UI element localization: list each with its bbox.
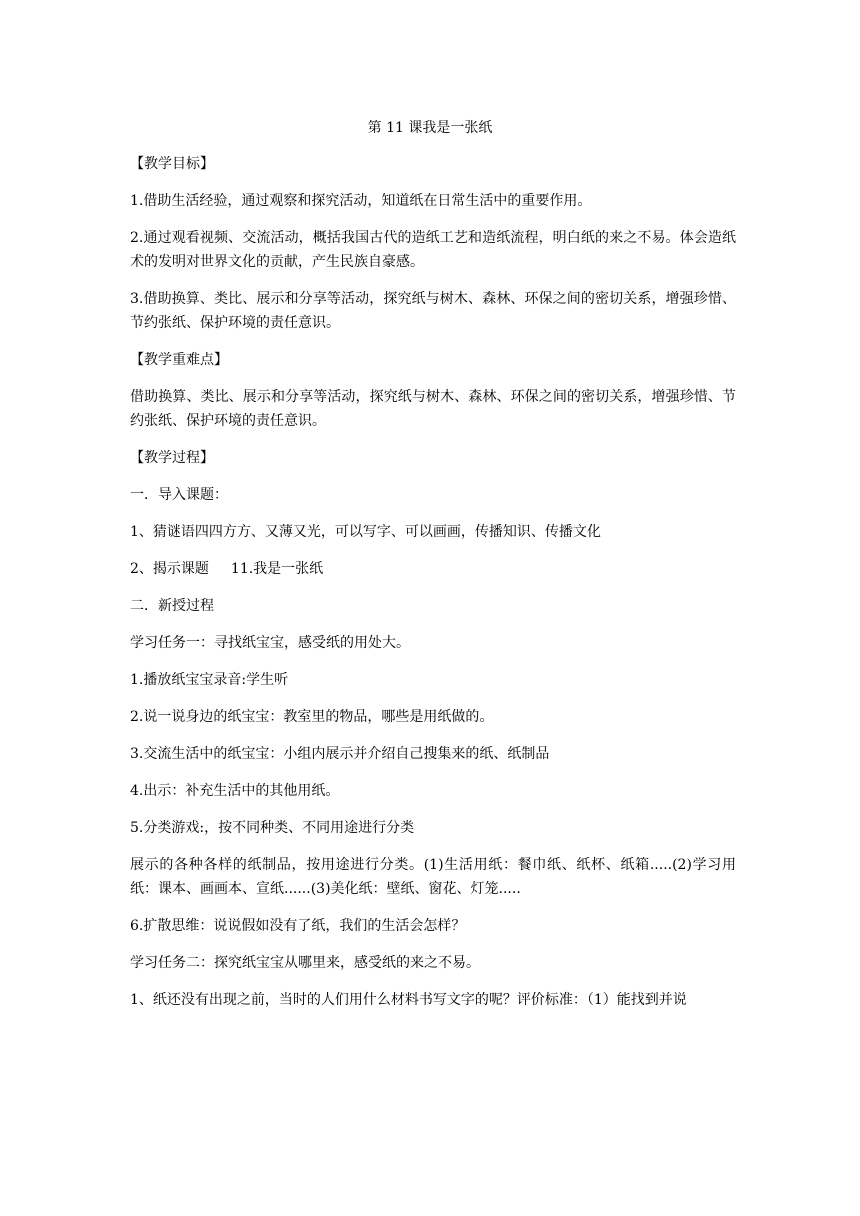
objective-item: 3.借助换算、类比、展示和分享等活动，探究纸与树木、森林、环保之间的密切关系，增强珍惜、节约张纸、保护环境的责任意识。 <box>130 291 736 331</box>
page-title: 第 11 课我是一张纸 <box>367 120 493 136</box>
task1-classify: 展示的各种各样的纸制品，按用途进行分类。(1)生活用纸：餐巾纸、纸杯、纸箱.....(2)学习用纸：课本、画画本、宣纸......(3)美化纸：壁纸、窗花、灯笼..... <box>130 857 736 897</box>
task1-item: 5.分类游戏:，按不同种类、不同用途进行分类 <box>130 820 415 836</box>
task1-item: 3.交流生活中的纸宝宝：小组内展示并介绍自己搜集来的纸、纸制品 <box>130 746 550 762</box>
part1-heading: 一．导入课题： <box>130 487 228 503</box>
part1-item <box>130 557 736 581</box>
task2-item: 1、纸还没有出现之前，当时的人们用什么材料书写文字的呢？评价标准：（1）能找到并说 <box>130 992 687 1008</box>
part2-heading: 二．新授过程 <box>130 598 214 614</box>
task2-heading: 学习任务二：探究纸宝宝从哪里来，感受纸的来之不易。 <box>130 955 480 971</box>
process-heading: 【教学过程】 <box>130 450 214 466</box>
task1-heading: 学习任务一：寻找纸宝宝，感受纸的用处大。 <box>130 635 410 651</box>
key-points-text: 借助换算、类比、展示和分享等活动，探究纸与树木、森林、环保之间的密切关系，增强珍惜、节约张纸、保护环境的责任意识。 <box>130 389 736 429</box>
key-points-heading: 【教学重难点】 <box>130 352 228 368</box>
part1-item2-label: 2、揭示课题 <box>130 561 209 577</box>
objective-item: 1.借助生活经验，通过观察和探究活动，知道纸在日常生活中的重要作用。 <box>130 193 592 209</box>
objective-item: 2.通过观看视频、交流活动，概括我国古代的造纸工艺和造纸流程，明白纸的来之不易。体会造纸术的发明对世界文化的贡献，产生民族自豪感。 <box>130 230 736 270</box>
task1-item: 6.扩散思维：说说假如没有了纸，我们的生活会怎样？ <box>130 918 466 934</box>
task1-item: 1.播放纸宝宝录音:学生听 <box>130 672 289 688</box>
document-body <box>130 152 736 1025</box>
objectives-heading: 【教学目标】 <box>130 156 214 172</box>
task1-item: 2.说一说身边的纸宝宝：教室里的物品，哪些是用纸做的。 <box>130 709 494 725</box>
part1-item2-topic: 11.我是一张纸 <box>230 561 324 577</box>
task1-item: 4.出示：补充生活中的其他用纸。 <box>130 783 340 799</box>
part1-item: 1、猜谜语四四方方、又薄又光，可以写字、可以画画，传播知识、传播文化 <box>130 524 601 540</box>
